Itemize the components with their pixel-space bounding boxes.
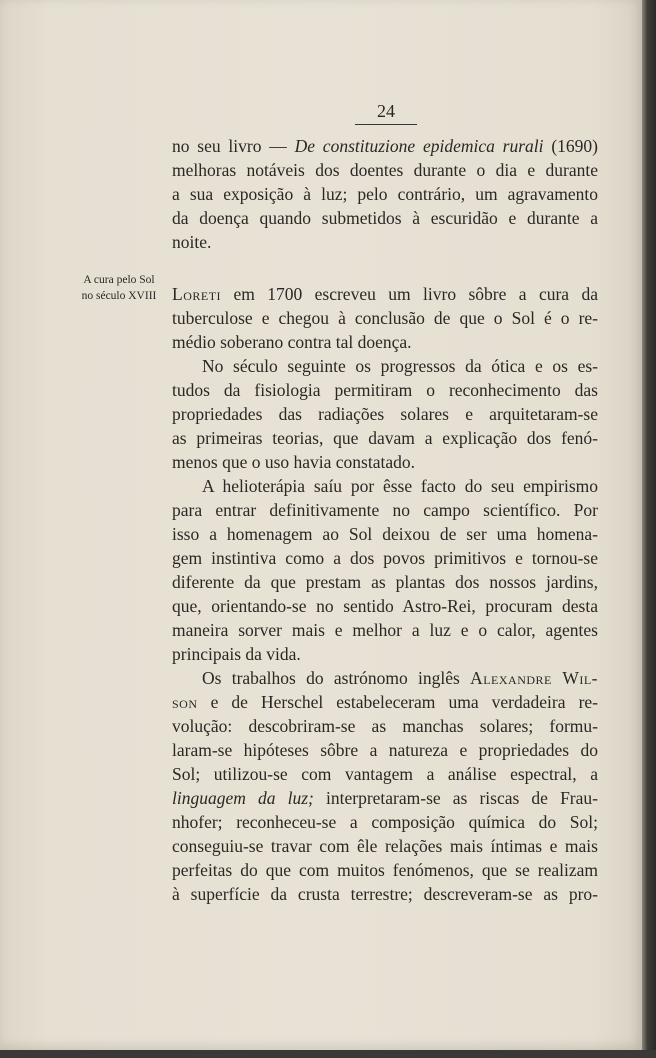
text-line: para entrar definitivamente no campo scientífico. Por	[172, 500, 598, 520]
author-name: Loreti	[172, 284, 222, 304]
text-line: son e de Herschel estabeleceram uma verdadeira re-	[172, 692, 598, 712]
book-title: De constituzione epidemica rurali	[294, 136, 544, 156]
text-line: conseguiu-se travar com êle relações mais íntimas e mais	[172, 836, 598, 856]
text-line: No século seguinte os progressos da ótica e os es-	[202, 356, 598, 376]
page-number: 24	[355, 100, 417, 125]
text-line: propriedades das radiações solares e arquitetaram-se	[172, 404, 598, 424]
text-line: no seu livro — De constituzione epidemica rurali (1690)	[172, 136, 598, 156]
author-name: son	[172, 692, 198, 712]
page-edge	[642, 0, 656, 1058]
text-line: maneira sorver mais e melhor a luz e o calor, agentes	[172, 620, 598, 640]
text-line: melhoras notáveis dos doentes durante o dia e durante	[172, 160, 598, 180]
text-line: gem instintiva como a dos povos primitivos e tornou-se	[172, 548, 598, 568]
text-line: que, orientando-se no sentido Astro-Rei, procuram desta	[172, 596, 598, 616]
text-line: menos que o uso havia constatado.	[172, 452, 416, 472]
marginal-note: A cura pelo Sol no século XVIII	[81, 274, 157, 302]
text-line: linguagem da luz; interpretaram-se as riscas de Frau-	[172, 788, 598, 808]
text-line: perfeitas do que com muitos fenómenos, que se realizam	[172, 860, 598, 880]
author-name: Alexandre Wil-	[470, 668, 599, 688]
text-line: as primeiras teorias, que davam a explicação dos fenó-	[172, 428, 598, 448]
text-line: tuberculose e chegou à conclusão de que o Sol é o re-	[172, 308, 598, 328]
book-title: linguagem da luz;	[172, 788, 314, 808]
text-line: isso a homenagem ao Sol deixou de ser uma homena-	[172, 524, 598, 544]
text-line: A helioterápia saíu por êsse facto do seu empirismo	[202, 476, 598, 496]
text-line: principais da vida.	[172, 644, 301, 664]
text-line: noite.	[172, 232, 212, 252]
text-line: a sua exposição à luz; pelo contrário, um agravamento	[172, 184, 598, 204]
text-line: volução: descobriram-se as manchas solares; formu-	[172, 716, 598, 736]
text-line: à superfície da crusta terrestre; descreveram-se as pro-	[172, 884, 598, 904]
page-bottom-edge	[0, 1050, 656, 1058]
text-line: Loreti em 1700 escreveu um livro sôbre a cura da	[172, 284, 598, 304]
text-line: laram-se hipóteses sôbre a natureza e propriedades do	[172, 740, 598, 760]
text-line: Os trabalhos do astrónomo inglês Alexandre Wil-	[202, 668, 599, 688]
text-line: diferente da que prestam as plantas dos nossos jardins,	[172, 572, 598, 592]
text-line: da doença quando submetidos à escuridão e durante a	[172, 208, 598, 228]
text-line: nhofer; reconheceu-se a composição química do Sol;	[172, 812, 598, 832]
text-line: Sol; utilizou-se com vantagem a análise espectral, a	[172, 764, 598, 784]
text-line: tudos da fisiologia permitiram o reconhecimento das	[172, 380, 598, 400]
text-line: médio soberano contra tal doença.	[172, 332, 412, 352]
